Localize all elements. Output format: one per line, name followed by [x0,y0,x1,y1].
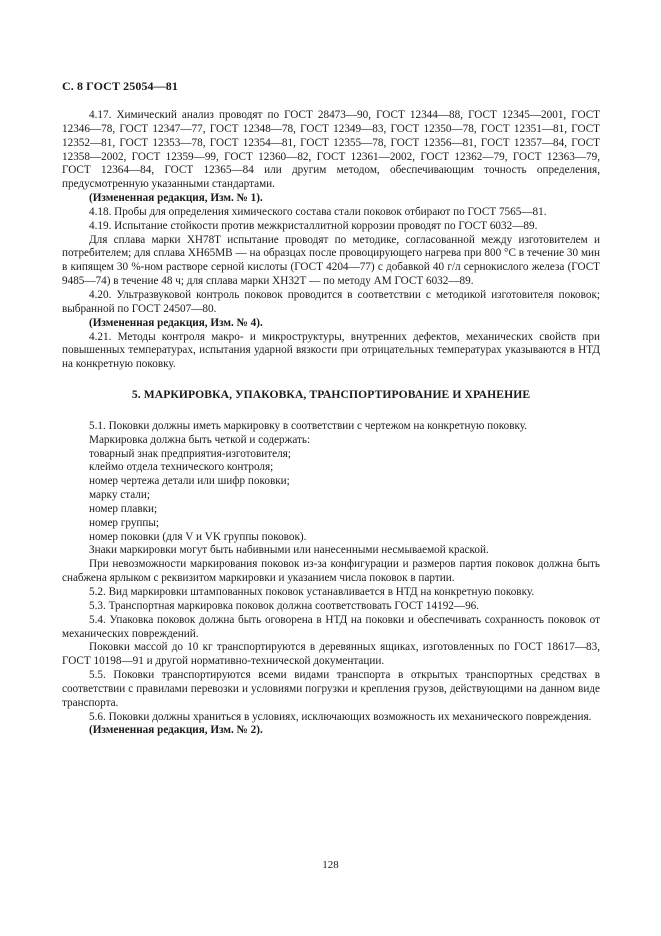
paragraph-4-20: 4.20. Ультразвуковой контроль поковок проводится в соответствии с методикой изготовителя поковок; выбранной по ГОСТ 24507—80. [62,288,600,315]
paragraph-4-17: 4.17. Химический анализ проводят по ГОСТ 28473—90, ГОСТ 12344—88, ГОСТ 12345—2001, ГОСТ 12346—78, ГОСТ 12347—77, ГОСТ 12348—78, ГОСТ 12349—83, ГОСТ 12350—78, ГОСТ 12351—81, ГОСТ 12352—81, ГОСТ 12353—78, ГОСТ 12354—81, ГОСТ 12355—78, ГОСТ 12356—81, ГОСТ 12357—84, ГОСТ 12358—2002, ГОСТ 12359—99, ГОСТ 12360—82, ГОСТ 12361—2002, ГОСТ 12362—79, ГОСТ 12363—79, ГОСТ 12364—84, ГОСТ 12365—84 или другим методом, обеспечивающим точность определения, предусмотренную указанными стандартами. [62,109,600,191]
list-item: клеймо отдела технического контроля; [89,461,274,474]
list-item: номер группы; [89,516,160,529]
document-body [62,109,600,738]
list-item: номер чертежа детали или шифр поковки; [89,475,290,488]
list-item: марку стали; [89,489,150,502]
page-header: С. 8 ГОСТ 25054—81 [62,79,178,93]
marking-signs: Знаки маркировки могут быть набивными или нанесенными несмываемой краской. [89,544,489,557]
paragraph-4-19-alloys: Для сплава марки ХН78Т испытание проводят по методике, согласованной между изготовителем и потребителем; для сплава ХН65МВ — на образцах после провоцирующего нагрева при 800 °С в течение 30 мин в кипящем 30 %-ном растворе серной кислоты (ГОСТ 4204—77) с добавкой 40 г/л сернокислого железа (ГОСТ 9485—74) в течение 48 ч; для сплава марки ХН32Т — по методу АМ ГОСТ 6032—89. [62,233,600,288]
paragraph-5-5: 5.5. Поковки транспортируются всеми видами транспорта в открытых транспортных средствах в соответствии с правилами перевозки и условиями погрузки и крепления грузов, действующими на данном виде транспорта. [62,669,600,709]
paragraph-5-4-boxes: Поковки массой до 10 кг транспортируются в деревянных ящиках, изготовленных по ГОСТ 18617—83, ГОСТ 10198—91 и другой нормативно-технической документации. [62,641,600,668]
amendment-note-1: (Измененная редакция, Изм. № 1). [89,192,263,205]
paragraph-5-4: 5.4. Упаковка поковок должна быть оговорена в НТД на поковки и обеспечивать сохранность поковок от механических повреждений. [62,613,600,640]
page-number: 128 [322,859,339,871]
paragraph-4-18: 4.18. Пробы для определения химического состава стали поковок отбирают по ГОСТ 7565—81. [89,205,547,218]
paragraph-4-21: 4.21. Методы контроля макро- и микроструктуры, внутренних дефектов, механических свойств при повышенных температурах, испытания ударной вязкости при отрицательных температурах указываются в НТД на конкретную поковку. [62,330,600,371]
list-item: товарный знак предприятия-изготовителя; [89,447,291,460]
list-item: номер поковки (для V и VK группы поковок). [89,530,307,543]
paragraph-5-1: 5.1. Поковки должны иметь маркировку в соответствии с чертежом на конкретную поковку. [89,419,528,432]
marking-list [62,448,600,545]
marking-impossible: При невозможности маркирования поковок из-за конфигурации и размеров партия поковок должна быть снабжена ярлыком с реквизитом маркировки и указанием числа поковок в партии. [62,558,600,585]
marking-intro: Маркировка должна быть четкой и содержать: [89,433,311,446]
amendment-note-2: (Измененная редакция, Изм. № 2). [89,724,263,737]
amendment-note-4: (Измененная редакция, Изм. № 4). [89,316,263,329]
paragraph-5-6: 5.6. Поковки должны храниться в условиях, исключающих возможность их механического повреждения. [89,710,592,723]
paragraph-4-19: 4.19. Испытание стойкости против межкристаллитной коррозии проводят по ГОСТ 6032—89. [89,219,538,232]
list-item: номер плавки; [89,502,158,515]
section-5-title: 5. МАРКИРОВКА, УПАКОВКА, ТРАНСПОРТИРОВАНИЕ И ХРАНЕНИЕ [131,388,531,402]
paragraph-5-3: 5.3. Транспортная маркировка поковок должна соответствовать ГОСТ 14192—96. [89,599,480,612]
paragraph-5-2: 5.2. Вид маркировки штампованных поковок устанавливается в НТД на конкретную поковку. [89,586,535,598]
